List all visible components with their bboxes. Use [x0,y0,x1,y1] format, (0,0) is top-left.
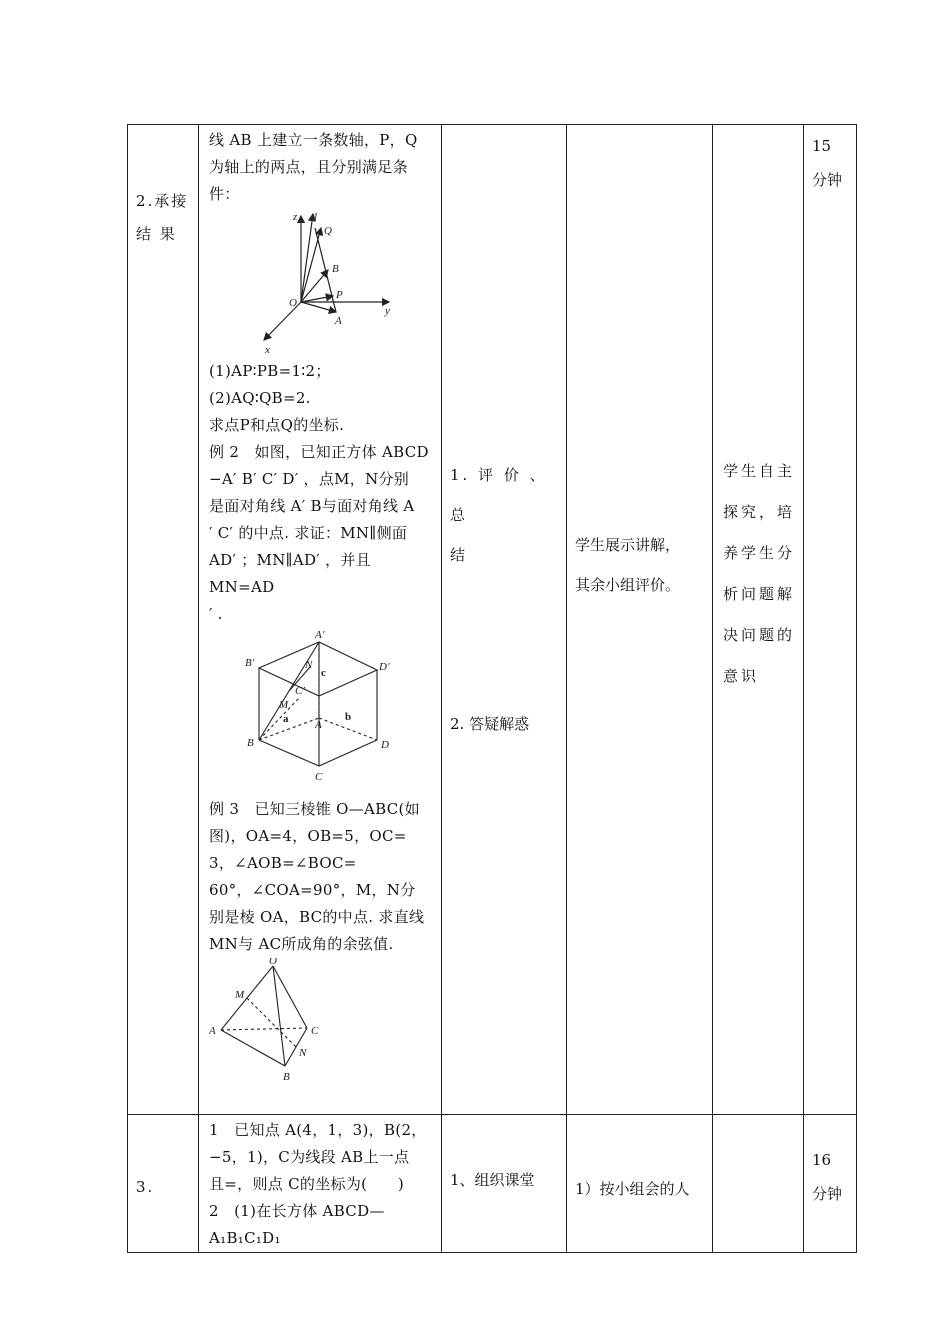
content-line: 线 AB 上建立一条数轴，P，Q [209,131,418,149]
content-line: AD′ ；MN∥AD′ ，并且 MN=AD [209,551,371,596]
fig-label: N [305,659,313,671]
teacher-activity-line: 结 [450,546,469,564]
content-line: (1)AP∶PB=1∶2； [209,362,331,380]
fig-label: b [345,711,352,723]
fig-label: M [279,699,289,711]
time-cell [804,1115,857,1253]
content-line: 是面对角线 A′ B与面对角线 A [209,497,415,515]
fig-label: C [315,771,323,783]
content-line: ′ . [209,605,223,623]
fig-label: D′ [379,661,390,673]
content-line: 求点P和点Q的坐标. [209,416,345,434]
teacher-activity-cell [442,1115,567,1253]
stage-label: 3. [136,1178,155,1196]
fig-label: x [265,344,271,356]
time-value: 16 [812,1151,832,1169]
fig-label: z [293,211,298,223]
fig-label: y [385,305,391,317]
content-line: 件： [209,185,240,203]
content-line: MN与 AC所成角的余弦值. [209,935,394,953]
intent-line: 养学生分 [723,544,796,562]
teacher-activity-line: 1、组织课堂 [450,1171,535,1189]
fig-label: A [315,719,323,731]
fig-label: l [314,211,318,223]
student-activity-line: 其余小组评价。 [575,576,681,594]
table-row [128,1115,857,1253]
fig-label: D [381,739,390,751]
fig-label: B [283,1071,291,1083]
teacher-activity-line: 1. 评 价 、 总 [450,466,548,524]
table-row [128,125,857,1115]
design-intent-cell [713,1115,804,1253]
stage-cell [128,125,199,1115]
student-activity-cell [567,1115,713,1253]
fig-label: O [269,958,278,967]
content-line: −5，1)，C为线段 AB上一点 [209,1148,410,1166]
content-line: 图)，OA=4，OB=5，OC= [209,827,407,845]
content-line: 为轴上的两点，且分别满足条 [209,158,408,176]
fig-label: c [321,667,327,679]
content-line: 例 3 已知三棱锥 O—ABC(如 [209,800,420,818]
content-line: 3，∠AOB=∠BOC= [209,854,357,872]
coordinate-axes-figure [209,208,409,358]
content-cell [199,1115,442,1253]
intent-line: 探究，培 [723,503,796,521]
fig-label: B′ [245,657,255,669]
stage-label: 结 果 [136,225,177,243]
intent-line: 学生自主 [723,462,796,480]
student-activity-cell [567,125,713,1115]
content-line: ′ C′ 的中点. 求证：MN∥侧面 [209,524,408,542]
intent-line: 意识 [723,667,760,685]
time-unit: 分钟 [812,171,843,189]
time-cell [804,125,857,1115]
content-line: (2)AQ∶QB=2. [209,389,311,407]
fig-label: O [289,297,298,309]
fig-label: Q [324,225,333,237]
content-line: 例 2 如图，已知正方体 ABCD [209,443,429,461]
fig-label: A [335,315,343,327]
content-line: 1 已知点 A(4，1，3)，B(2， [209,1121,427,1139]
content-line: 别是棱 OA，BC的中点. 求直线 [209,908,425,926]
tetrahedron-figure [209,958,409,1088]
fig-label: N [299,1047,307,1059]
content-cell [199,125,442,1115]
student-activity-line: 学生展示讲解， [575,536,681,554]
content-line: −A′ B′ C′ D′ ，点M，N分别 [209,470,410,488]
fig-label: C [311,1025,319,1037]
intent-line: 析问题解 [723,585,796,603]
design-intent-cell [713,125,804,1115]
cube-figure [209,628,433,796]
fig-label: C′ [295,685,306,697]
fig-label: a [283,713,289,725]
fig-label: B [332,263,340,275]
teacher-activity-line: 2. 答疑解惑 [450,715,530,733]
time-unit: 分钟 [812,1185,843,1203]
fig-label: A′ [315,629,325,641]
time-value: 15 [812,137,832,155]
fig-label: A [209,1025,217,1037]
intent-line: 决问题的 [723,626,796,644]
content-line: 2 (1)在长方体 ABCD—A₁B₁C₁D₁ [209,1202,385,1247]
teacher-activity-cell [442,125,567,1115]
fig-label: B [247,737,255,749]
student-activity-line: 1）按小组会的人 [575,1180,690,1198]
stage-cell [128,1115,199,1253]
content-line: 且=，则点 C的坐标为( ) [209,1175,405,1193]
content-line: 60°，∠COA=90°，M，N分 [209,881,416,899]
fig-label: P [336,289,344,301]
fig-label: M [235,989,245,1001]
stage-label: 2.承接 [136,192,189,210]
lesson-plan-table [127,124,857,1253]
